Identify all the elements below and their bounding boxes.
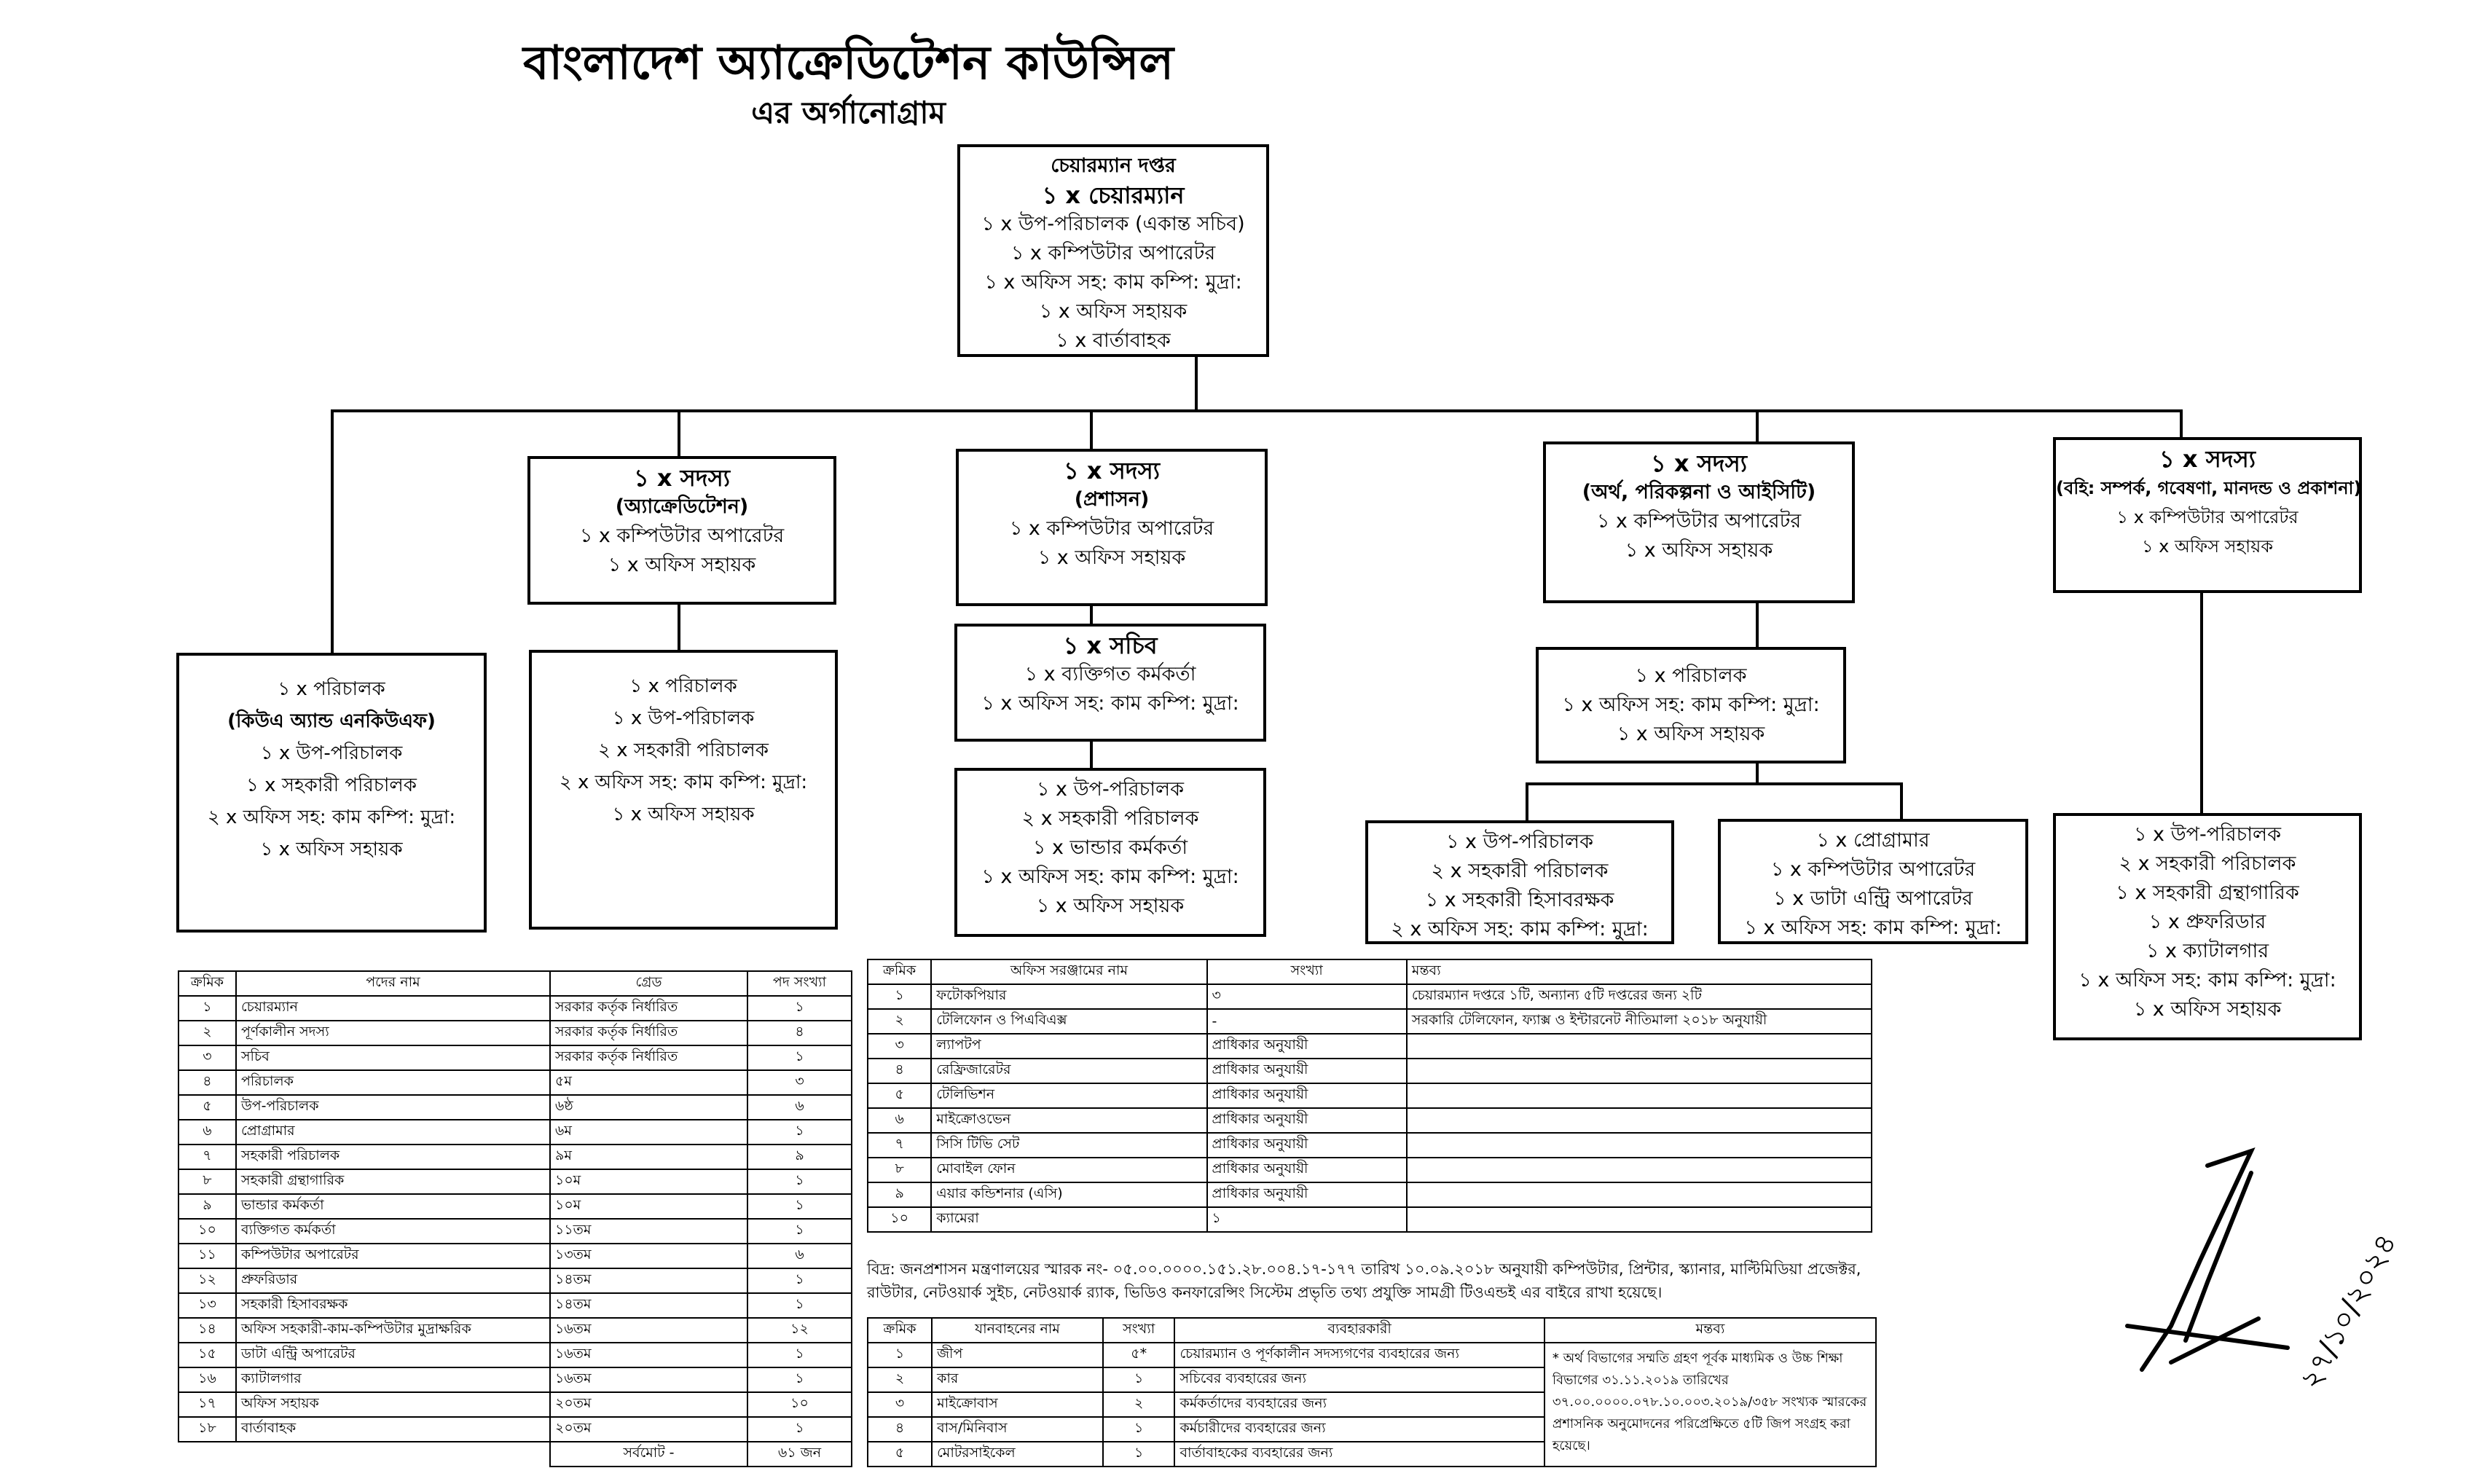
- table-cell: জীপ: [932, 1343, 1103, 1367]
- table-cell: ১৩তম: [550, 1244, 747, 1268]
- box-line: ২ x সহকারী পরিচালক: [598, 739, 769, 761]
- box-line: ১ x উপ-পরিচালক: [1036, 778, 1185, 801]
- table-cell: মাইক্রোবাস: [932, 1392, 1103, 1417]
- box-line: ১ x প্রুফরিডার: [2148, 911, 2266, 933]
- equipment-table: [867, 959, 1872, 1233]
- equipment-note: বিদ্র: জনপ্রশাসন মন্ত্রণালয়ের স্মারক নং- ০৫.০০.০০০০.১৫১.২৮.০০৪.১৭-১৭৭ তারিখ ১০.০৯.২০১৮ অনুযায়ী কম্পিউটার, প্রিন্টার, স্ক্যানার, মাল্টিমিডিয়া প্রজেক্টর, রাউটার, নেটওয়ার্ক সুইচ, নেটওয়ার্ক র‍্যাক, ভিডিও কনফারেন্সিং সিস্টেম প্রভৃতি তথ্য প্রযুক্তি সামগ্রী টিওএন্ডই এর বাইরে রাখা হয়েছে।: [867, 1260, 1861, 1301]
- box-line: ১ x অফিস সহায়ক: [608, 554, 756, 576]
- connector: [1526, 782, 1901, 785]
- table-row: [868, 1108, 1872, 1133]
- table-cell: টেলিফোন ও পিএবিএক্স: [931, 1009, 1206, 1034]
- table-cell: সহকারী পরিচালক: [236, 1145, 550, 1169]
- table-cell: ১: [747, 996, 852, 1021]
- table-cell: উপ-পরিচালক: [236, 1095, 550, 1120]
- table-row: [868, 1133, 1872, 1158]
- table-cell: সিসি টিভি সেট: [931, 1133, 1206, 1158]
- table-cell: সহকারী গ্রন্থাগারিক: [236, 1169, 550, 1194]
- connector: [1756, 762, 1759, 784]
- table-cell: কর্মকর্তাদের ব্যবহারের জন্য: [1174, 1392, 1544, 1417]
- table-row: [868, 1182, 1872, 1207]
- table-cell: ১৩: [178, 1293, 236, 1318]
- box-line: ১ x সহকারী হিসাবরক্ষক: [1425, 889, 1614, 911]
- table-cell: ৬: [178, 1120, 236, 1145]
- table-cell: ১৭: [178, 1392, 236, 1417]
- table-cell: ১: [747, 1219, 852, 1244]
- table-cell: টেলিভিশন: [931, 1083, 1206, 1108]
- table-cell: ১০: [868, 1207, 931, 1232]
- table-row: [178, 1169, 852, 1194]
- table-cell: ৩: [1207, 984, 1407, 1009]
- box-line: ২ x অফিস সহ: কাম কম্পি: মুদ্রা:: [1391, 918, 1649, 941]
- table-cell: ১৪তম: [550, 1293, 747, 1318]
- table-cell: ৬ষ্ঠ: [550, 1095, 747, 1120]
- table-cell: ৯ম: [550, 1145, 747, 1169]
- col-header: অফিস সরঞ্জামের নাম: [931, 959, 1206, 984]
- table-cell: ৫*: [1103, 1343, 1175, 1367]
- member-admin-box: [956, 449, 1268, 606]
- col-header: মন্তব্য: [1407, 959, 1872, 984]
- table-cell: ৬: [747, 1095, 852, 1120]
- connector: [678, 603, 680, 651]
- table-cell: [1407, 1083, 1872, 1108]
- connector: [2200, 592, 2203, 814]
- table-cell: সরকারি টেলিফোন, ফ্যাক্স ও ইন্টারনেট নীতিমালা ২০১৮ অনুযায়ী: [1407, 1009, 1872, 1034]
- table-total-row: [178, 1442, 852, 1467]
- table-cell: প্রুফরিডার: [236, 1268, 550, 1293]
- table-cell: ৪: [178, 1070, 236, 1095]
- connector: [1090, 740, 1093, 769]
- table-cell: প্রাধিকার অনুযায়ী: [1207, 1158, 1407, 1182]
- table-row: [178, 1219, 852, 1244]
- table-cell: ১৫: [178, 1343, 236, 1367]
- box-line: ১ x বার্তাবাহক: [1056, 329, 1171, 352]
- table-row: [178, 996, 852, 1021]
- box-line: ১ x অফিস সহায়ক: [1037, 546, 1186, 569]
- table-cell: সরকার কর্তৃক নির্ধারিত: [550, 1045, 747, 1070]
- table-cell: বার্তাবাহক: [236, 1417, 550, 1442]
- box-line: ১ x অফিস সহ: কাম কম্পি: মুদ্রা:: [981, 865, 1239, 888]
- box-line: (অ্যাক্রেডিটেশন): [615, 495, 749, 518]
- table-row: [868, 984, 1872, 1009]
- connector: [331, 409, 334, 654]
- col-header: গ্রেড: [550, 971, 747, 996]
- connector: [1090, 605, 1093, 625]
- box-line: ১ x কম্পিউটার অপারেটর: [1010, 242, 1216, 264]
- table-cell: ১০ম: [550, 1194, 747, 1219]
- table-cell: [1407, 1108, 1872, 1133]
- connector: [1756, 602, 1759, 648]
- box-line: ১ x সদস্য: [1650, 449, 1748, 477]
- table-cell: ১৪তম: [550, 1268, 747, 1293]
- posts-table: [178, 970, 852, 1467]
- table-cell: প্রাধিকার অনুযায়ী: [1207, 1182, 1407, 1207]
- table-cell: কার: [932, 1367, 1103, 1392]
- table-cell: ১১: [178, 1244, 236, 1268]
- table-cell: মোবাইল ফোন: [931, 1158, 1206, 1182]
- table-cell: ৪: [868, 1059, 931, 1083]
- connector: [1526, 782, 1528, 822]
- secretary-box: [954, 624, 1266, 742]
- box-line: চেয়ারম্যান দপ্তর: [1051, 154, 1176, 177]
- finance-deputy-box: [1365, 820, 1674, 944]
- chart-title: বাংলাদেশ অ্যাক্রেডিটেশন কাউন্সিল: [522, 36, 1174, 90]
- box-line: ১ x কম্পিউটার অপারেটর: [1009, 517, 1214, 540]
- box-line: ১ x পরিচালক: [1635, 664, 1747, 687]
- signature: [2098, 1107, 2404, 1413]
- box-line: ২ x অফিস সহ: কাম কম্পি: মুদ্রা:: [559, 772, 808, 793]
- table-cell: ৯: [747, 1145, 852, 1169]
- table-cell: ১: [747, 1367, 852, 1392]
- box-line: ১ x ভান্ডার কর্মকর্তা: [1032, 836, 1188, 859]
- table-row: [868, 1158, 1872, 1182]
- table-row: [178, 1392, 852, 1417]
- table-cell: পূর্ণকালীন সদস্য: [236, 1021, 550, 1045]
- table-cell: ১: [1207, 1207, 1407, 1232]
- connector: [1090, 409, 1093, 450]
- table-cell: ৬: [747, 1244, 852, 1268]
- table-row: [868, 1083, 1872, 1108]
- table-header-row: [868, 959, 1872, 984]
- table-cell: ১০ম: [550, 1169, 747, 1194]
- qa-nqf-director-box: [176, 653, 487, 933]
- table-cell: ১: [747, 1045, 852, 1070]
- table-row: [178, 1021, 852, 1045]
- box-line: ১ x সচিব: [1063, 632, 1158, 659]
- table-row: [178, 1095, 852, 1120]
- table-cell: [1407, 1034, 1872, 1059]
- table-cell: ৩: [868, 1034, 931, 1059]
- table-cell: [1407, 1059, 1872, 1083]
- table-cell: ২০তম: [550, 1417, 747, 1442]
- connector: [1195, 356, 1198, 411]
- table-cell: চেয়ারম্যান ও পূর্ণকালীন সদস্যগণের ব্যবহারের জন্য: [1174, 1343, 1544, 1367]
- table-row: [178, 1120, 852, 1145]
- table-cell: ব্যক্তিগত কর্মকর্তা: [236, 1219, 550, 1244]
- box-line: ১ x উপ-পরিচালক: [260, 742, 403, 764]
- programmer-box: [1718, 819, 2028, 944]
- table-cell: ১০: [178, 1219, 236, 1244]
- table-cell: কম্পিউটার অপারেটর: [236, 1244, 550, 1268]
- box-line: ১ x উপ-পরিচালক (একান্ত সচিব): [981, 213, 1245, 235]
- table-row: [178, 1367, 852, 1392]
- box-line: ১ x অফিস সহায়ক: [1617, 723, 1765, 745]
- col-header: যানবাহনের নাম: [932, 1318, 1103, 1343]
- box-line: ১ x ডাটা এন্ট্রি অপারেটর: [1773, 887, 1973, 910]
- table-cell: অফিস সহকারী-কাম-কম্পিউটার মুদ্রাক্ষরিক: [236, 1318, 550, 1343]
- box-line: ১ x সদস্য: [1063, 457, 1161, 484]
- col-header: ক্রমিক: [868, 1318, 932, 1343]
- admin-sub-box: [954, 768, 1266, 937]
- table-cell: ১৬: [178, 1367, 236, 1392]
- table-cell: ১: [747, 1343, 852, 1367]
- table-cell: ১৪: [178, 1318, 236, 1343]
- table-cell: সচিব: [236, 1045, 550, 1070]
- table-cell: ১৮: [178, 1417, 236, 1442]
- box-line: ১ x উপ-পরিচালক: [1445, 831, 1594, 853]
- table-cell: সহকারী হিসাবরক্ষক: [236, 1293, 550, 1318]
- box-line: ২ x অফিস সহ: কাম কম্পি: মুদ্রা:: [207, 806, 456, 828]
- table-cell: ১: [1103, 1442, 1175, 1467]
- table-cell: ৪: [747, 1021, 852, 1045]
- table-cell: ২: [868, 1367, 932, 1392]
- table-cell: ১২: [178, 1268, 236, 1293]
- chart-subtitle: এর অর্গানোগ্রাম: [751, 95, 946, 130]
- table-cell: ৫: [868, 1083, 931, 1108]
- connector: [2180, 409, 2183, 439]
- table-row: [868, 1059, 1872, 1083]
- table-cell: ২: [178, 1021, 236, 1045]
- table-cell: ৫: [868, 1442, 932, 1467]
- table-row: [178, 1045, 852, 1070]
- col-header: ব্যবহারকারী: [1174, 1318, 1544, 1343]
- connector: [1900, 782, 1903, 820]
- box-line: ২ x সহকারী পরিচালক: [1021, 807, 1199, 830]
- table-cell: ৩: [868, 1392, 932, 1417]
- table-cell: ৯: [178, 1194, 236, 1219]
- box-line: ১ x অফিস সহ: কাম কম্পি: মুদ্রা:: [1744, 916, 2002, 939]
- table-cell: ৫: [178, 1095, 236, 1120]
- table-row: [178, 1194, 852, 1219]
- table-cell: ১: [868, 984, 931, 1009]
- box-line: ১ x সদস্য: [633, 464, 731, 492]
- table-cell: ২: [868, 1009, 931, 1034]
- table-cell: ১: [747, 1293, 852, 1318]
- box-line: ১ x অফিস সহায়ক: [260, 839, 403, 860]
- table-cell: ৫ম: [550, 1070, 747, 1095]
- table-cell: অফিস সহায়ক: [236, 1392, 550, 1417]
- table-cell: ৯: [868, 1182, 931, 1207]
- table-cell: ১: [747, 1194, 852, 1219]
- table-cell: প্রাধিকার অনুযায়ী: [1207, 1108, 1407, 1133]
- table-cell: সচিবের ব্যবহারের জন্য: [1174, 1367, 1544, 1392]
- connector: [678, 409, 680, 458]
- table-row: [178, 1244, 852, 1268]
- table-cell: ৬: [868, 1108, 931, 1133]
- table-header-row: [178, 971, 852, 996]
- total-value: ৬১ জন: [747, 1442, 852, 1467]
- box-line: ১ x প্রোগ্রামার: [1816, 829, 1930, 852]
- table-cell: কর্মচারীদের ব্যবহারের জন্য: [1174, 1417, 1544, 1442]
- col-header: ক্রমিক: [178, 971, 236, 996]
- table-cell: [1407, 1133, 1872, 1158]
- member-finance-box: [1543, 441, 1855, 603]
- box-line: ১ x অফিস সহ: কাম কম্পি: মুদ্রা:: [981, 692, 1239, 715]
- box-line: (কিউএ অ্যান্ড এনকিউএফ): [227, 710, 436, 732]
- table-row: [178, 1343, 852, 1367]
- col-header: মন্তব্য: [1544, 1318, 1876, 1343]
- table-cell: মোটরসাইকেল: [932, 1442, 1103, 1467]
- external-sub-box: [2053, 813, 2362, 1040]
- table-cell: ২০তম: [550, 1392, 747, 1417]
- col-header: পদের নাম: [236, 971, 550, 996]
- box-line: (প্রশাসন): [1074, 488, 1150, 511]
- box-line: ১ x অফিস সহ: কাম কম্পি: মুদ্রা:: [984, 271, 1242, 294]
- member-accreditation-box: [527, 456, 836, 605]
- table-cell: ৩: [178, 1045, 236, 1070]
- box-line: ১ x সদস্য: [2159, 445, 2256, 473]
- table-cell: ১: [1103, 1417, 1175, 1442]
- table-cell: ১৬তম: [550, 1318, 747, 1343]
- table-cell: প্রাধিকার অনুযায়ী: [1207, 1059, 1407, 1083]
- box-line: (অর্থ, পরিকল্পনা ও আইসিটি): [1582, 481, 1816, 503]
- table-cell: ল্যাপটপ: [931, 1034, 1206, 1059]
- table-row: [868, 1207, 1872, 1232]
- box-line: ২ x সহকারী পরিচালক: [2119, 852, 2296, 875]
- table-cell: ১২: [747, 1318, 852, 1343]
- table-cell: ১৬তম: [550, 1343, 747, 1367]
- table-row: [178, 1417, 852, 1442]
- table-cell: প্রাধিকার অনুযায়ী: [1207, 1034, 1407, 1059]
- table-cell: ১৬তম: [550, 1367, 747, 1392]
- box-line: ১ x অফিস সহায়ক: [1625, 539, 1773, 562]
- table-cell: ১: [747, 1120, 852, 1145]
- member-external-box: [2053, 437, 2362, 593]
- table-cell: [1407, 1158, 1872, 1182]
- table-row: [178, 1293, 852, 1318]
- box-line: ১ x অফিস সহ: কাম কম্পি: মুদ্রা:: [2079, 969, 2336, 992]
- chairman-office-box: [957, 144, 1269, 357]
- box-line: ১ x পরিচালক: [278, 678, 385, 700]
- table-cell: মাইক্রোওভেন: [931, 1108, 1206, 1133]
- table-row: [868, 1343, 1876, 1367]
- table-row: [868, 1034, 1872, 1059]
- table-cell: চেয়ারম্যান: [236, 996, 550, 1021]
- table-row: [178, 1070, 852, 1095]
- table-cell: ৮: [178, 1169, 236, 1194]
- table-cell: ভান্ডার কর্মকর্তা: [236, 1194, 550, 1219]
- box-line: ১ x উপ-পরিচালক: [2133, 823, 2282, 846]
- connector: [331, 409, 2181, 412]
- table-cell: ৬ম: [550, 1120, 747, 1145]
- table-cell: ৩: [747, 1070, 852, 1095]
- finance-director-box: [1536, 647, 1846, 763]
- table-cell: পরিচালক: [236, 1070, 550, 1095]
- table-header-row: [868, 1318, 1876, 1343]
- table-cell: [1407, 1182, 1872, 1207]
- box-line: ১ x অফিস সহায়ক: [1036, 895, 1185, 917]
- box-line: ১ x পরিচালক: [629, 675, 737, 697]
- table-cell: ক্যামেরা: [931, 1207, 1206, 1232]
- box-line: ১ x সহকারী গ্রন্থাগারিক: [2116, 882, 2299, 904]
- col-header: ক্রমিক: [868, 959, 931, 984]
- table-row: [178, 1145, 852, 1169]
- table-cell: ৮: [868, 1158, 931, 1182]
- table-cell: ১: [868, 1343, 932, 1367]
- table-row: [868, 1009, 1872, 1034]
- col-header: সংখ্যা: [1103, 1318, 1175, 1343]
- box-line: ২ x সহকারী পরিচালক: [1431, 860, 1609, 882]
- table-cell: প্রাধিকার অনুযায়ী: [1207, 1133, 1407, 1158]
- table-cell: ১: [747, 1169, 852, 1194]
- box-line: ১ x ব্যক্তিগত কর্মকর্তা: [1024, 663, 1196, 686]
- table-cell: ১০: [747, 1392, 852, 1417]
- signature-strokes: [2127, 1151, 2288, 1370]
- table-cell: প্রাধিকার অনুযায়ী: [1207, 1083, 1407, 1108]
- table-cell: ১: [747, 1417, 852, 1442]
- total-label: সর্বমোট -: [550, 1442, 747, 1467]
- table-cell: ৭: [178, 1145, 236, 1169]
- box-line: ১ x কম্পিউটার অপারেটর: [1596, 510, 1802, 533]
- box-line: ১ x উপ-পরিচালক: [612, 707, 755, 729]
- table-cell: ১: [178, 996, 236, 1021]
- table-cell: প্রোগ্রামার: [236, 1120, 550, 1145]
- table-cell: ৪: [868, 1417, 932, 1442]
- col-header: পদ সংখ্যা: [747, 971, 852, 996]
- box-line: ১ x চেয়ারম্যান: [1042, 181, 1185, 209]
- box-line: ১ x কম্পিউটার অপারেটর: [2116, 507, 2299, 527]
- col-header: সংখ্যা: [1207, 959, 1407, 984]
- box-line: ১ x অফিস সহায়ক: [2133, 998, 2282, 1021]
- table-cell: -: [1207, 1009, 1407, 1034]
- table-cell: ফটোকপিয়ার: [931, 984, 1206, 1009]
- table-cell: সরকার কর্তৃক নির্ধারিত: [550, 996, 747, 1021]
- box-line: ১ x অফিস সহায়ক: [1039, 300, 1188, 323]
- vehicle-table: [867, 1317, 1877, 1467]
- box-line: ১ x অফিস সহায়ক: [612, 804, 755, 825]
- box-line: ১ x ক্যাটালগার: [2146, 940, 2269, 962]
- table-cell: বার্তাবাহকের ব্যবহারের জন্য: [1174, 1442, 1544, 1467]
- table-cell: বাস/মিনিবাস: [932, 1417, 1103, 1442]
- table-cell: ১১তম: [550, 1219, 747, 1244]
- table-cell: রেফ্রিজারেটর: [931, 1059, 1206, 1083]
- table-cell: ৭: [868, 1133, 931, 1158]
- table-cell: [1407, 1207, 1872, 1232]
- box-line: (বহি: সম্পর্ক, গবেষণা, মানদন্ড ও প্রকাশনা): [2056, 478, 2362, 498]
- box-line: ১ x অফিস সহায়ক: [2141, 536, 2274, 557]
- table-cell: ২: [1103, 1392, 1175, 1417]
- table-cell: ডাটা এন্ট্রি অপারেটর: [236, 1343, 550, 1367]
- table-cell: ক্যাটালগার: [236, 1367, 550, 1392]
- vehicle-remark: * অর্থ বিভাগের সম্মতি গ্রহণ পূর্বক মাধ্যমিক ও উচ্চ শিক্ষা বিভাগের ৩১.১১.২০১৯ তারিখের ৩৭.০০.০০০০.০৭৮.১০.০০৩.২০১৯/৩৫৮ সংখ্যক স্মারকের প্রশাসনিক অনুমোদনের পরিপ্রেক্ষিতে ৫টি জিপ সংগ্রহ করা হয়েছে।: [1544, 1343, 1876, 1467]
- box-line: ১ x কম্পিউটার অপারেটর: [579, 525, 785, 547]
- box-line: ১ x অফিস সহ: কাম কম্পি: মুদ্রা:: [1562, 694, 1820, 716]
- table-cell: ১: [1103, 1367, 1175, 1392]
- box-line: ১ x সহকারী পরিচালক: [246, 774, 417, 796]
- table-row: [178, 1318, 852, 1343]
- table-cell: সরকার কর্তৃক নির্ধারিত: [550, 1021, 747, 1045]
- table-cell: ১: [747, 1268, 852, 1293]
- connector: [1756, 409, 1759, 443]
- table-cell: এয়ার কন্ডিশনার (এসি): [931, 1182, 1206, 1207]
- box-line: ১ x কম্পিউটার অপারেটর: [1770, 858, 1976, 881]
- table-row: [178, 1268, 852, 1293]
- table-cell: চেয়ারম্যান দপ্তরে ১টি, অন্যান্য ৫টি দপ্তরের জন্য ২টি: [1407, 984, 1872, 1009]
- signature-date: ২৭/১০/২০২৪: [2293, 1228, 2404, 1395]
- accreditation-director-box: [529, 650, 838, 930]
